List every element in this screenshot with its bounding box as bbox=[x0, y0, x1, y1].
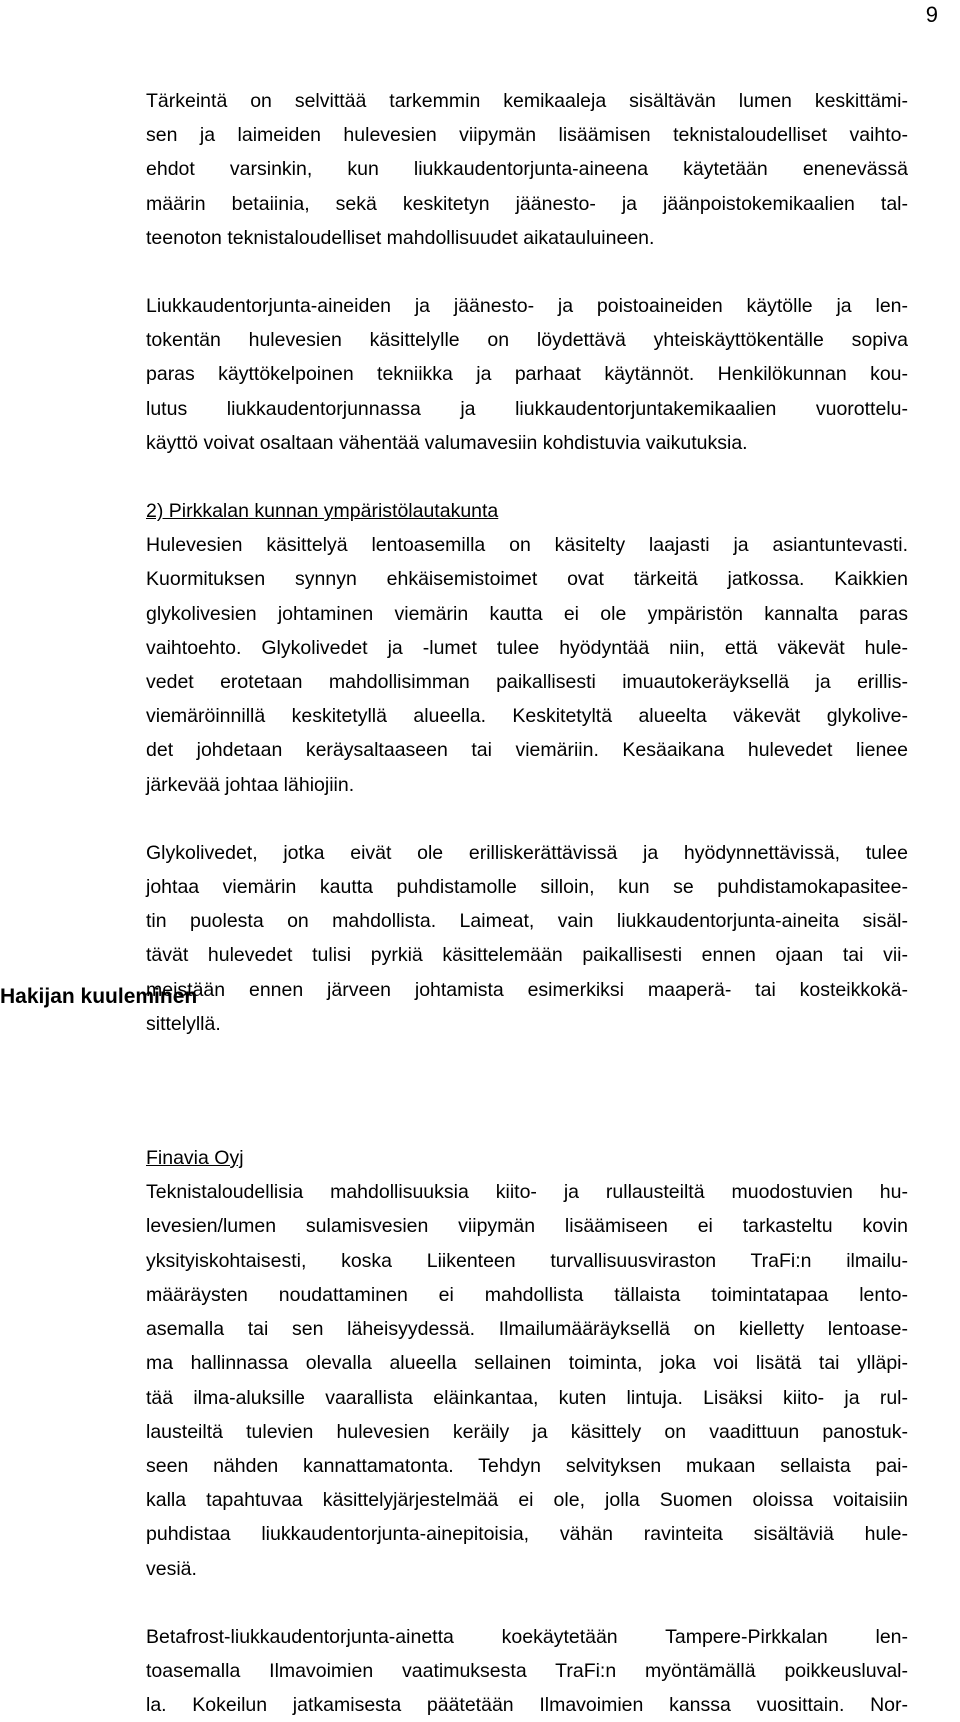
text-line: yksityiskohtaisesti, koska Liikenteen turvallisuusviraston TraFi:n ilmailu- bbox=[146, 1249, 908, 1272]
text-line: viemäröinnillä keskitetyllä alueella. Keskitetyltä alueelta väkevät glykolive- bbox=[146, 705, 908, 728]
paragraph-4 bbox=[146, 836, 908, 1041]
text-line: lutus liukkaudentorjunnassa ja liukkaudentorjuntakemikaalien vuorottelu- bbox=[146, 397, 908, 420]
paragraph-5 bbox=[146, 1141, 908, 1586]
text-line: Tärkeintä on selvittää tarkemmin kemikaaleja sisältävän lumen keskittämi- bbox=[146, 90, 908, 112]
text-line: johtaa viemärin kautta puhdistamolle silloin, kun se puhdistamokapasitee- bbox=[146, 876, 908, 899]
text-line: lausteiltä tulevien hulevesien keräily ja käsittely on vaadittuun panostuk- bbox=[146, 1420, 908, 1443]
text-line: Betafrost-liukkaudentorjunta-ainetta koekäytetään Tampere-Pirkkalan len- bbox=[146, 1625, 908, 1648]
text-line: vaihtoehto. Glykolivedet ja -lumet tulee hyödyntää niin, että väkevät hule- bbox=[146, 636, 908, 659]
text-line: tin puolesta on mahdollista. Laimeat, vain liukkaudentorjunta-aineita sisäl- bbox=[146, 910, 908, 933]
text-line: meistään ennen järveen johtamista esimerkiksi maaperä- tai kosteikkokä- bbox=[146, 978, 908, 1001]
text-line: vesiä. bbox=[146, 1557, 197, 1580]
text-line: ehdot varsinkin, kun liukkaudentorjunta-aineena käytetään enenevässä bbox=[146, 158, 908, 181]
text-line: paras käyttökelpoinen tekniikka ja parhaat käytännöt. Henkilökunnan kou- bbox=[146, 363, 908, 386]
text-line: glykolivesien johtaminen viemärin kautta ei ole ympäristön kannalta paras bbox=[146, 602, 908, 625]
paragraph-6 bbox=[146, 1620, 908, 1722]
document-body bbox=[146, 84, 908, 1722]
text-line: Glykolivedet, jotka eivät ole erilliskerättävissä ja hyödynnettävissä, tulee bbox=[146, 841, 908, 864]
text-line: det johdetaan keräysaltaaseen tai viemäriin. Kesäaikana hulevedet lienee bbox=[146, 739, 908, 762]
text-line: tokentän hulevesien käsittelylle on löydettävä yhteiskäyttökentälle sopiva bbox=[146, 329, 908, 352]
paragraph-2 bbox=[146, 289, 908, 460]
text-line: Liukkaudentorjunta-aineiden ja jäänesto- ja poistoaineiden käytölle ja len- bbox=[146, 295, 908, 318]
text-line: levesien/lumen sulamisvesien viipymän lisäämiseen ei tarkasteltu kovin bbox=[146, 1215, 908, 1238]
text-line: puhdistaa liukkaudentorjunta-ainepitoisia, vähän ravinteita sisältäviä hule- bbox=[146, 1523, 908, 1546]
text-line: sen ja laimeiden hulevesien viipymän lisäämisen teknistaloudelliset vaihto- bbox=[146, 124, 908, 147]
text-line: tävät hulevedet tulisi pyrkiä käsittelemään paikallisesti ennen ojaan tai vii- bbox=[146, 944, 908, 967]
text-line: ma hallinnassa olevalla alueella sellainen toiminta, joka voi lisätä tai ylläpi- bbox=[146, 1352, 908, 1375]
text-line: määrin betaiinia, sekä keskitetyn jäänesto- ja jäänpoistokemikaalien tal- bbox=[146, 192, 908, 215]
text-line: käyttö voivat osaltaan vähentää valumavesiin kohdistuvia vaikutuksia. bbox=[146, 431, 748, 454]
paragraph-1 bbox=[146, 84, 908, 255]
text-line: vedet erotetaan mahdollisimman paikallisesti imuautokeräyksellä ja erillis- bbox=[146, 671, 908, 694]
text-line: Teknistaloudellisia mahdollisuuksia kiito- ja rullausteiltä muodostuvien hu- bbox=[146, 1181, 908, 1204]
text-line: teenoton teknistaloudelliset mahdollisuudet aikatauluineen. bbox=[146, 226, 655, 249]
text-line: Hulevesien käsittelyä lentoasemilla on käsitelty laajasti ja asiantuntevasti. bbox=[146, 534, 908, 557]
text-line: kalla tapahtuvaa käsittelyjärjestelmää ei ole, jolla Suomen oloissa voitaisiin bbox=[146, 1489, 908, 1512]
subheading-finavia: Finavia Oyj bbox=[146, 1147, 244, 1170]
text-line: seen nähden kannattamatonta. Tehdyn selvityksen mukaan sellaista pai- bbox=[146, 1454, 908, 1477]
text-line: sittelyllä. bbox=[146, 1012, 221, 1035]
text-line: asemalla tai sen läheisyydessä. Ilmailumääräyksellä on kielletty lentoase- bbox=[146, 1318, 908, 1341]
text-line: järkevää johtaa lähiojiin. bbox=[146, 773, 355, 796]
paragraph-3 bbox=[146, 494, 908, 802]
section-heading-hakijan-kuuleminen: Hakijan kuuleminen bbox=[0, 985, 198, 1008]
subheading-pirkkala: 2) Pirkkalan kunnan ympäristölautakunta bbox=[146, 500, 499, 523]
text-line: la. Kokeilun jatkamisesta päätetään Ilmavoimien kanssa vuosittain. Nor- bbox=[146, 1694, 908, 1717]
page-number: 9 bbox=[925, 2, 938, 27]
text-line: toasemalla Ilmavoimien vaatimuksesta TraFi:n myöntämällä poikkeusluval- bbox=[146, 1659, 908, 1682]
text-line: tää ilma-aluksille vaarallista eläinkantaa, kuten lintuja. Lisäksi kiito- ja rul- bbox=[146, 1386, 908, 1409]
text-line: Kuormituksen synnyn ehkäisemistoimet ovat tärkeitä jatkossa. Kaikkien bbox=[146, 568, 908, 591]
text-line: määräysten noudattaminen ei mahdollista tällaista toimintatapaa lento- bbox=[146, 1283, 908, 1306]
